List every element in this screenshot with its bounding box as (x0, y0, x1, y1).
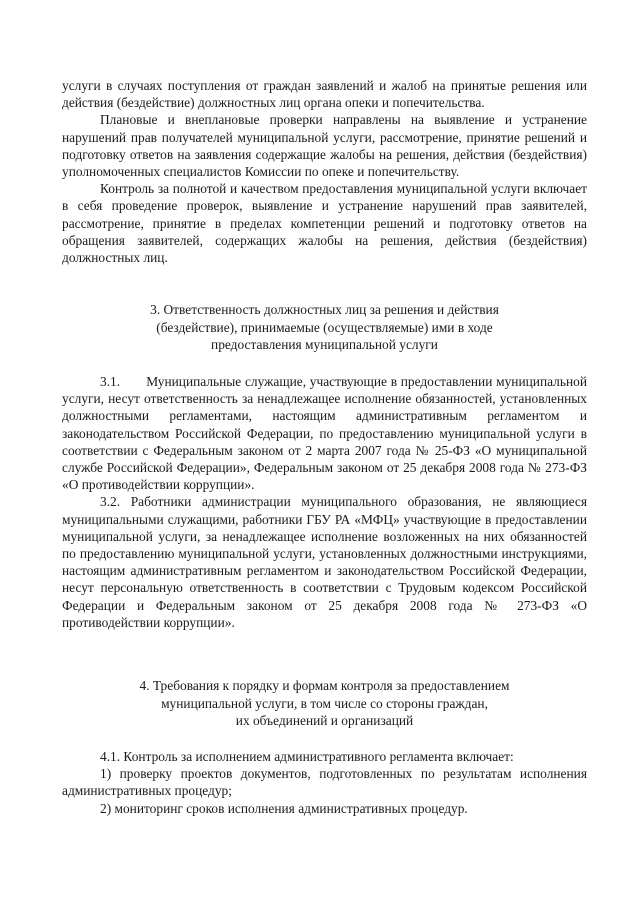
intro-section (62, 77, 587, 266)
section-3-heading-line-1: 3. Ответственность должностных лиц за решения и действия (150, 302, 499, 317)
paragraph-4-1-item-1: 1) проверку проектов документов, подготовленных по результатам исполнения административных процедур; (62, 766, 587, 799)
paragraph-3-2: 3.2. Работники администрации муниципального образования, не являющиеся муниципальными служащими, работники ГБУ РА «МФЦ» участвующие в предоставлении муниципальной услуги, за ненадлежащее исполнение возложенных на них обязанностей по предоставлению муниципальной услуги, установленных должностными инструкциями, настоящим административным регламентом и законодательством Российской Федерации, несут персональную ответственность в соответствии с Трудовым кодексом Российской Федерации и Федеральным законом от 25 декабря 2008 года № 273-ФЗ «О противодействии коррупции». (62, 494, 587, 630)
section-3-heading (62, 301, 587, 354)
intro-paragraph-1: услуги в случаях поступления от граждан заявлений и жалоб на принятые решения или действия (бездействие) должностных лиц органа опеки и попечительства. (62, 78, 587, 111)
intro-paragraph-2: Плановые и внеплановые проверки направлены на выявление и устранение нарушений прав получателей муниципальной услуги, рассмотрение, принятие решений и подготовку ответов на заявления содержащие жалобы на решения, действия (бездействия) уполномоченных специалистов Комиссии по опеке и попечительству. (62, 112, 587, 180)
paragraph-4-1: 4.1. Контроль за исполнением административного регламента включает: (100, 749, 514, 764)
paragraph-3-1: 3.1. Муниципальные служащие, участвующие в предоставлении муниципальной услуги, несут ответственность за ненадлежащее исполнение обязанностей, установленных должностными регламентами, настоящим административным регламентом и законодательством Российской Федерации, по предоставлению муниципальной услуги в соответствии с Федеральным законом от 2 марта 2007 года № 25-ФЗ «О муниципальной службе Российской Федерации», Федеральным законом от 25 декабря 2008 года № 273-ФЗ «О противодействии коррупции». (62, 374, 587, 493)
intro-paragraph-3: Контроль за полнотой и качеством предоставления муниципальной услуги включает в себя проведение проверок, выявление и устранение нарушений прав заявителей, рассмотрение, принятие в пределах компетенции решений и подготовку ответов на обращения заявителей, содержащих жалобы на решения, действия (бездействия) должностных лиц. (62, 181, 587, 266)
section-3-body (62, 373, 587, 631)
section-4-body (62, 748, 587, 817)
section-4-heading (62, 677, 587, 730)
section-4-heading-line-2: муниципальной услуги, в том числе со стороны граждан, (161, 695, 488, 711)
section-4-heading-line-1: 4. Требования к порядку и формам контроля за предоставлением (139, 678, 510, 693)
section-3-heading-line-2: (бездействие), принимаемые (осуществляемые) ими в ходе (156, 319, 493, 335)
paragraph-4-1-item-2: 2) мониторинг сроков исполнения административных процедур. (100, 800, 468, 816)
section-4-heading-line-3: их объединений и организаций (235, 713, 414, 728)
section-3-heading-line-3: предоставления муниципальной услуги (211, 337, 438, 352)
